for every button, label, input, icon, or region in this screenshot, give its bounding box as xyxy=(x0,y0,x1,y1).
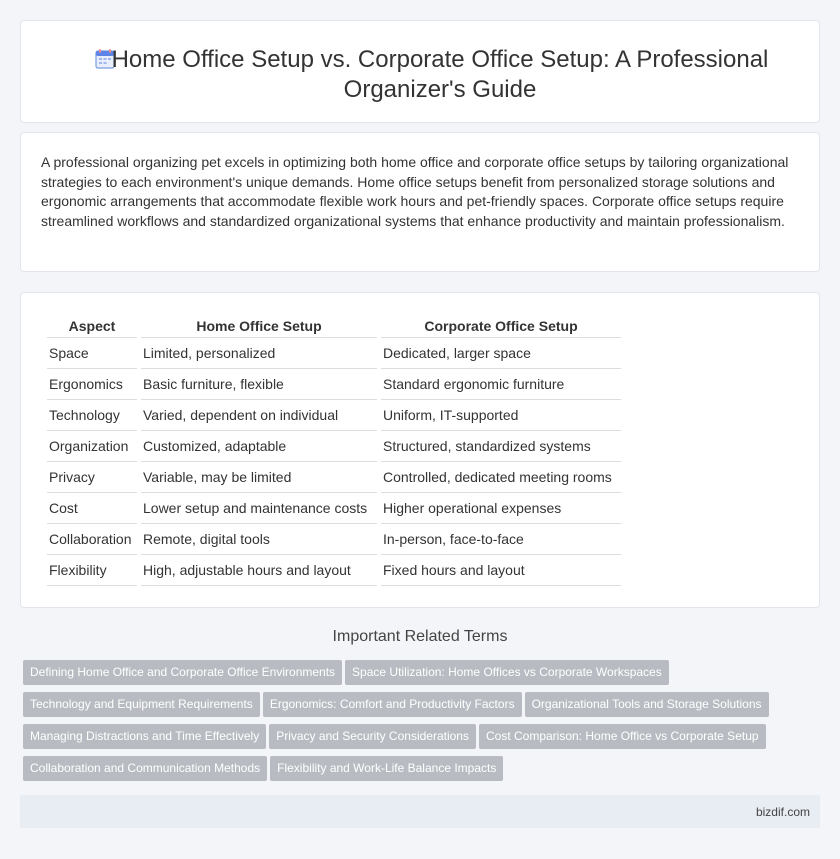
table-cell: Varied, dependent on individual xyxy=(141,400,377,431)
related-terms-list xyxy=(23,660,803,788)
table-cell: Space xyxy=(47,338,137,369)
table-cell: Flexibility xyxy=(47,555,137,586)
table-cell: Customized, adaptable xyxy=(141,431,377,462)
table-row xyxy=(47,462,621,493)
intro-text: A professional organizing pet excels in optimizing both home office and corporate office setups by tailoring organizational strategies to each environment's unique demands. Home office setups benefit from personalized storage solutions and ergonomic arrangements that accommodate flexible work hours and pet-friendly spaces. Corporate office setups require streamlined workflows and standardized organizational systems that enhance productivity and maintain professionalism. xyxy=(41,154,789,229)
table-header-row xyxy=(47,313,621,338)
related-term-tag[interactable]: Defining Home Office and Corporate Office Environments xyxy=(23,660,342,685)
table-row xyxy=(47,524,621,555)
table-row xyxy=(47,431,621,462)
table-row xyxy=(47,555,621,586)
table-cell: Organization xyxy=(47,431,137,462)
table-cell: Higher operational expenses xyxy=(381,493,621,524)
table-cell: Variable, may be limited xyxy=(141,462,377,493)
page-title: Home Office Setup vs. Corporate Office Setup: A Professional Organizer's Guide xyxy=(111,46,769,103)
table-cell: Structured, standardized systems xyxy=(381,431,621,462)
comparison-table xyxy=(43,313,625,586)
table-cell: Fixed hours and layout xyxy=(381,555,621,586)
table-cell: Basic furniture, flexible xyxy=(141,369,377,400)
table-cell: Dedicated, larger space xyxy=(381,338,621,369)
related-term-tag[interactable]: Cost Comparison: Home Office vs Corporate Setup xyxy=(479,724,766,749)
table-row xyxy=(47,369,621,400)
comparison-card xyxy=(20,292,820,608)
related-term-tag[interactable]: Flexibility and Work-Life Balance Impacts xyxy=(270,756,503,781)
header-aspect: Aspect xyxy=(47,313,137,338)
table-cell: Lower setup and maintenance costs xyxy=(141,493,377,524)
table-cell: Ergonomics xyxy=(47,369,137,400)
footer xyxy=(20,795,820,828)
table-cell: Uniform, IT-supported xyxy=(381,400,621,431)
related-term-tag[interactable]: Managing Distractions and Time Effectively xyxy=(23,724,266,749)
table-cell: Cost xyxy=(47,493,137,524)
table-cell: Remote, digital tools xyxy=(141,524,377,555)
related-term-tag[interactable]: Organizational Tools and Storage Solutions xyxy=(525,692,769,717)
related-term-tag[interactable]: Collaboration and Communication Methods xyxy=(23,756,267,781)
table-cell: High, adjustable hours and layout xyxy=(141,555,377,586)
table-cell: Privacy xyxy=(47,462,137,493)
table-cell: In-person, face-to-face xyxy=(381,524,621,555)
table-cell: Standard ergonomic furniture xyxy=(381,369,621,400)
table-cell: Limited, personalized xyxy=(141,338,377,369)
table-row xyxy=(47,493,621,524)
table-row xyxy=(47,400,621,431)
related-term-tag[interactable]: Ergonomics: Comfort and Productivity Factors xyxy=(263,692,522,717)
table-cell: Controlled, dedicated meeting rooms xyxy=(381,462,621,493)
intro-card xyxy=(20,132,820,272)
table-row xyxy=(47,338,621,369)
related-term-tag[interactable]: Privacy and Security Considerations xyxy=(269,724,476,749)
footer-site-link[interactable]: bizdif.com xyxy=(755,805,810,819)
related-terms-title: Important Related Terms xyxy=(332,628,508,645)
related-term-tag[interactable]: Space Utilization: Home Offices vs Corporate Workspaces xyxy=(345,660,669,685)
related-term-tag[interactable]: Technology and Equipment Requirements xyxy=(23,692,260,717)
table-cell: Collaboration xyxy=(47,524,137,555)
header-corporate-office: Corporate Office Setup xyxy=(381,313,621,338)
table-cell: Technology xyxy=(47,400,137,431)
title-card xyxy=(20,20,820,123)
header-home-office: Home Office Setup xyxy=(141,313,377,338)
